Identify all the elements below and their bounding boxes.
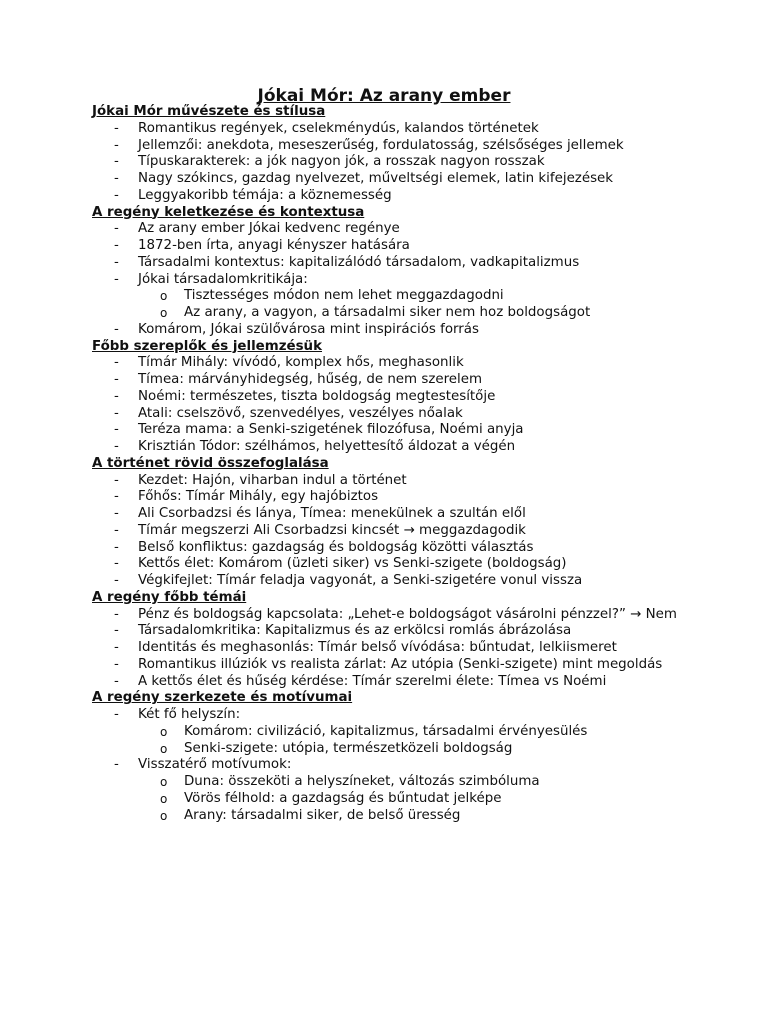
sub-list-item-text: Komárom: civilizáció, kapitalizmus, társadalmi érvényesülés [184, 723, 588, 739]
list-item [92, 607, 692, 624]
list-item-text: Két fő helyszín: [138, 707, 241, 722]
list-item-text: Visszatérő motívumok: [138, 757, 292, 773]
dash-bullet: - [114, 573, 119, 588]
sub-list-item-text: Vörös félhold: a gazdagság és bűntudat jelképe [184, 790, 502, 806]
list-item [92, 422, 692, 439]
dash-bullet: - [114, 757, 119, 773]
sub-list-item [92, 808, 692, 825]
list-item [92, 255, 692, 272]
list-item-text: Tímár Mihály: vívódó, komplex hős, meghasonlik [138, 355, 464, 371]
list-item [92, 489, 692, 506]
circle-bullet: o [160, 724, 168, 739]
circle-bullet: o [160, 775, 168, 789]
circle-bullet: o [160, 808, 168, 823]
dash-bullet: - [114, 321, 119, 337]
list-item-text: Az arany ember Jókai kedvenc regénye [138, 221, 400, 237]
list-item [92, 355, 692, 372]
list-item [92, 188, 692, 205]
list-item-text: A kettős élet és hűség kérdése: Tímár szerelmi élete: Tímea vs Noémi [138, 673, 607, 689]
sub-list-item [92, 724, 692, 741]
dash-bullet: - [114, 137, 119, 153]
sub-list-item [92, 774, 692, 791]
list-item [92, 540, 692, 557]
sub-list-item [92, 741, 692, 758]
section-heading: A regény szerkezete és motívumai [92, 690, 353, 706]
list-item [92, 221, 692, 238]
list-item [92, 389, 692, 406]
list-item-text: Krisztián Tódor: szélhámos, helyettesítő áldozat a végén [138, 439, 516, 454]
list-item [92, 439, 692, 456]
dash-bullet: - [114, 254, 119, 270]
list-item-text: Jellemzői: anekdota, meseszerűség, fordulatosság, szélsőséges jellemek [138, 137, 624, 153]
dash-bullet: - [114, 673, 119, 689]
dash-bullet: - [114, 405, 119, 421]
list-item-text: Romantikus regények, cselekménydús, kalandos történetek [138, 120, 539, 136]
list-item-text: Társadalomkritika: Kapitalizmus és az erkölcsi romlás ábrázolása [138, 623, 572, 639]
dash-bullet: - [114, 388, 119, 404]
dash-bullet: - [114, 271, 119, 287]
document-title: Jókai Mór: Az arany ember [257, 86, 511, 106]
list-item-text: Atali: cselszövő, szenvedélyes, veszélyes nőalak [138, 405, 463, 421]
dash-bullet: - [114, 623, 119, 639]
list-item-text: Pénz és boldogság kapcsolata: „Lehet-e boldogságot vásárolni pénzzel?” → Nem [138, 606, 677, 622]
list-item-text: Leggyakoribb témája: a köznemesség [138, 187, 392, 203]
section-heading: A történet rövid összefoglalása [92, 455, 329, 471]
dash-bullet: - [114, 656, 119, 672]
list-item-text: Belső konfliktus: gazdagság és boldogság közötti választás [138, 539, 534, 555]
list-item [92, 506, 692, 523]
list-item-text: Komárom, Jókai szülővárosa mint inspirációs forrás [138, 321, 479, 337]
list-item-text: Kezdet: Hajón, viharban indul a történet [138, 472, 407, 488]
dash-bullet: - [114, 489, 119, 505]
list-item [92, 121, 692, 138]
list-item [92, 372, 692, 389]
dash-bullet: - [114, 120, 119, 136]
dash-bullet: - [114, 522, 119, 538]
list-item-text: Főhős: Tímár Mihály, egy hajóbiztos [138, 489, 379, 505]
dash-bullet: - [114, 556, 119, 572]
list-item [92, 573, 692, 590]
list-item [92, 322, 692, 339]
list-item [92, 640, 692, 657]
list-item [92, 657, 692, 674]
list-item-text: Tímea: márványhidegség, hűség, de nem szerelem [138, 372, 483, 387]
sub-list-item [92, 791, 692, 808]
dash-bullet: - [114, 238, 119, 253]
dash-bullet: - [114, 221, 119, 237]
list-item [92, 238, 692, 255]
section-heading: Főbb szereplők és jellemzésük [92, 338, 322, 354]
list-item-text: Jókai társadalomkritikája: [138, 271, 308, 287]
list-item-text: Típuskarakterek: a jók nagyon jók, a rosszak nagyon rosszak [138, 154, 545, 170]
list-item [92, 473, 692, 490]
dash-bullet: - [114, 539, 119, 555]
list-item-text: Tímár megszerzi Ali Csorbadzsi kincsét → meggazdagodik [138, 522, 526, 538]
list-item [92, 138, 692, 155]
list-item-text: Kettős élet: Komárom (üzleti siker) vs Senki-szigete (boldogság) [138, 556, 567, 572]
dash-bullet: - [114, 707, 119, 722]
dash-bullet: - [114, 506, 119, 521]
dash-bullet: - [114, 355, 119, 371]
sub-list-item [92, 288, 692, 305]
list-item-text: Identitás és meghasonlás: Tímár belső vívódása: bűntudat, lelkiismeret [138, 640, 617, 655]
list-item [92, 623, 692, 640]
dash-bullet: - [114, 640, 119, 655]
list-item [92, 523, 692, 540]
list-item-text: Romantikus illúziók vs realista zárlat: Az utópia (Senki-szigete) mint megoldás [138, 656, 663, 672]
list-item-text: Végkifejlet: Tímár feladja vagyonát, a Senki-szigetére vonul vissza [138, 573, 583, 588]
list-item-text: Nagy szókincs, gazdag nyelvezet, műveltségi elemek, latin kifejezések [138, 171, 614, 186]
dash-bullet: - [114, 187, 119, 203]
sub-list-item-text: Arany: társadalmi siker, de belső üresség [184, 807, 461, 823]
sub-list-item [92, 305, 692, 322]
list-item-text: Noémi: természetes, tiszta boldogság megtestesítője [138, 388, 496, 404]
sub-list-item-text: Tisztességes módon nem lehet meggazdagodni [184, 288, 504, 304]
list-item-text: 1872-ben írta, anyagi kényszer hatására [138, 238, 410, 253]
list-item [92, 757, 692, 774]
sub-list-item-text: Az arany, a vagyon, a társadalmi siker nem hoz boldogságot [184, 305, 591, 320]
sub-list-item-text: Senki-szigete: utópia, természetközeli boldogság [184, 740, 513, 756]
dash-bullet: - [114, 154, 119, 170]
dash-bullet: - [114, 472, 119, 488]
dash-bullet: - [114, 439, 119, 454]
dash-bullet: - [114, 606, 119, 622]
section-heading: Jókai Mór művészete és stílusa [92, 104, 326, 119]
list-item [92, 171, 692, 188]
circle-bullet: o [160, 791, 168, 806]
list-item-text: Társadalmi kontextus: kapitalizálódó társadalom, vadkapitalizmus [138, 254, 580, 270]
circle-bullet: o [160, 289, 168, 304]
list-item [92, 154, 692, 171]
list-item-text: Teréza mama: a Senki-szigetének filozófusa, Noémi anyja [138, 422, 524, 438]
list-item [92, 556, 692, 573]
section-heading: A regény főbb témái [92, 589, 247, 605]
dash-bullet: - [114, 372, 119, 387]
section-heading: A regény keletkezése és kontextusa [92, 204, 365, 220]
dash-bullet: - [114, 171, 119, 186]
circle-bullet: o [160, 306, 168, 320]
list-item-text: Ali Csorbadzsi és lánya, Tímea: menekülnek a szultán elől [138, 506, 526, 521]
list-item [92, 406, 692, 423]
list-item [92, 674, 692, 691]
list-item [92, 272, 692, 289]
sub-list-item-text: Duna: összeköti a helyszíneket, változás szimbóluma [184, 774, 540, 789]
circle-bullet: o [160, 741, 168, 756]
document-body [92, 104, 692, 824]
list-item [92, 707, 692, 724]
dash-bullet: - [114, 422, 119, 438]
